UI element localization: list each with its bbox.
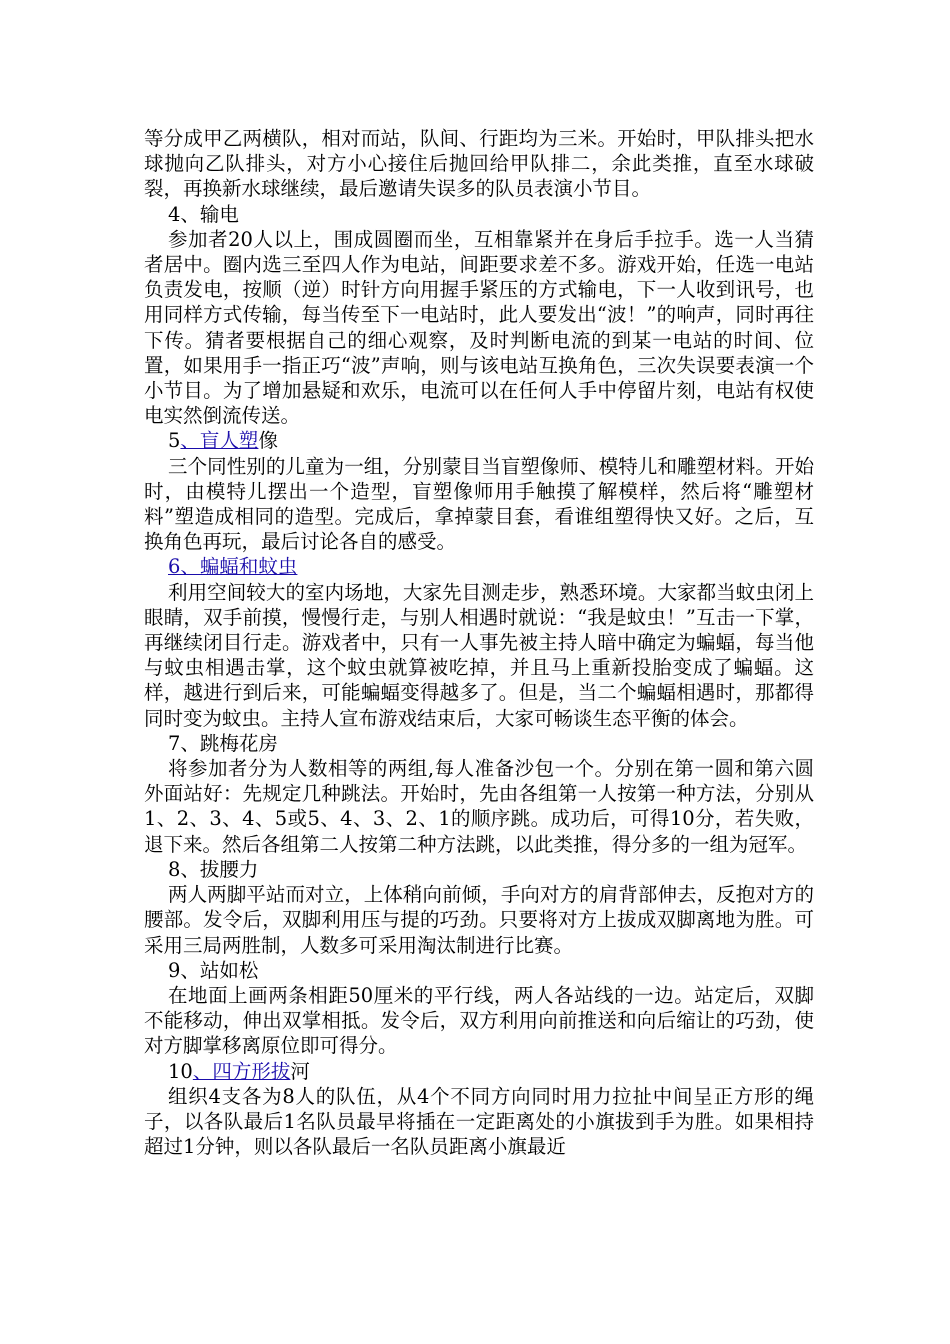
section-body-5: 三个同性别的儿童为一组，分别蒙目当盲塑像师、模特儿和雕塑材料。开始时，由模特儿摆出一个造型，盲塑像师用手触摸了解模样，然后将“雕塑材料”塑造成相同的造型。完成后，拿掉蒙目套，看谁组塑得快又好。之后，互换角色再玩，最后讨论各自的感受。 — [144, 454, 814, 554]
intro-paragraph: 等分成甲乙两横队，相对而站，队间、行距均为三米。开始时，甲队排头把水球抛向乙队排头，对方小心接住后抛回给甲队排二，余此类推，直至水球破裂，再换新水球继续，最后邀请失误多的队员表演小节目。 — [144, 127, 814, 201]
section-body-9: 在地面上画两条相距50厘米的平行线，两人各站线的一边。站定后，双脚不能移动，伸出双掌相抵。发令后，双方利用向前推送和向后缩让的巧劲，使对方脚掌移离原位即可得分。 — [144, 983, 814, 1058]
section-heading-4: 4、输电 — [168, 202, 239, 226]
section-heading-10-suffix: 河 — [290, 1059, 310, 1083]
document-body — [144, 126, 814, 1159]
section-body-10: 组织4支各为8人的队伍，从4个不同方向同时用力拉扯中间呈正方形的绳子，以各队最后1名队员最早将插在一定距离处的小旗拔到手为胜。如果相持超过1分钟，则以各队最后一名队员距离小旗最近 — [144, 1084, 814, 1159]
section-heading-10 — [144, 1059, 814, 1084]
section-heading-8: 8、拔腰力 — [168, 857, 259, 881]
section-heading-5-link[interactable]: 、盲人塑 — [180, 429, 259, 453]
section-heading-9: 9、站如松 — [168, 958, 259, 982]
section-body-6: 利用空间较大的室内场地，大家先目测走步，熟悉环境。大家都当蚊虫闭上眼睛，双手前摸，慢慢行走，与别人相遇时就说：“我是蚊虫！”互击一下掌，再继续闭目行走。游戏者中，只有一人事先被主持人暗中确定为蝙蝠，每当他与蚊虫相遇击掌，这个蚊虫就算被吃掉，并且马上重新投胎变成了蝙蝠。这样，越进行到后来，可能蝙蝠变得越多了。但是，当二个蝙蝠相遇时，那都得同时变为蚊虫。主持人宣布游戏结束后，大家可畅谈生态平衡的体会。 — [144, 580, 814, 730]
section-body-8: 两人两脚平站而对立，上体稍向前倾，手向对方的肩背部伸去，反抱对方的腰部。发令后，双脚利用压与提的巧劲。只要将对方上拔成双脚离地为胜。可采用三局两胜制，人数多可采用淘汰制进行比赛。 — [144, 883, 814, 957]
section-heading-7: 7、跳梅花房 — [168, 731, 278, 755]
section-heading-10-number: 10 — [168, 1059, 193, 1083]
section-heading-5-suffix: 像 — [258, 429, 278, 453]
section-heading-6-link[interactable]: 6、蝙蝠和蚊虫 — [168, 555, 298, 579]
section-heading-6 — [144, 554, 814, 579]
section-heading-5 — [144, 428, 814, 453]
section-body-4: 参加者20人以上，围成圆圈而坐，互相靠紧并在身后手拉手。选一人当猜者居中。圈内选三至四人作为电站，间距要求差不多。游戏开始，任选一电站负责发电，按顺（逆）时针方向用握手紧压的方式输电，下一人收到讯号，也用同样方式传输，每当传至下一电站时，此人要发出“波！”的响声，同时再往下传。猜者要根据自己的细心观察，及时判断电流的到某一电站的时间、位置，如果用手一指正巧“波”声响，则与该电站互换角色，三次失误要表演一个小节目。为了增加悬疑和欢乐，电流可以在任何人手中停留片刻，电站有权使电实然倒流传送。 — [144, 227, 814, 428]
section-heading-10-link[interactable]: 、四方形拔 — [192, 1059, 291, 1083]
section-body-7: 将参加者分为人数相等的两组,每人准备沙包一个。分别在第一圆和第六圆外面站好：先规定几种跳法。开始时，先由各组第一人按第一种方法，分别从1、2、3、4、5或5、4、3、2、1的顺序跳。成功后，可得10分，若失败，退下来。然后各组第二人按第二种方法跳，以此类推，得分多的一组为冠军。 — [144, 757, 814, 856]
section-heading-5-number: 5 — [168, 429, 181, 453]
